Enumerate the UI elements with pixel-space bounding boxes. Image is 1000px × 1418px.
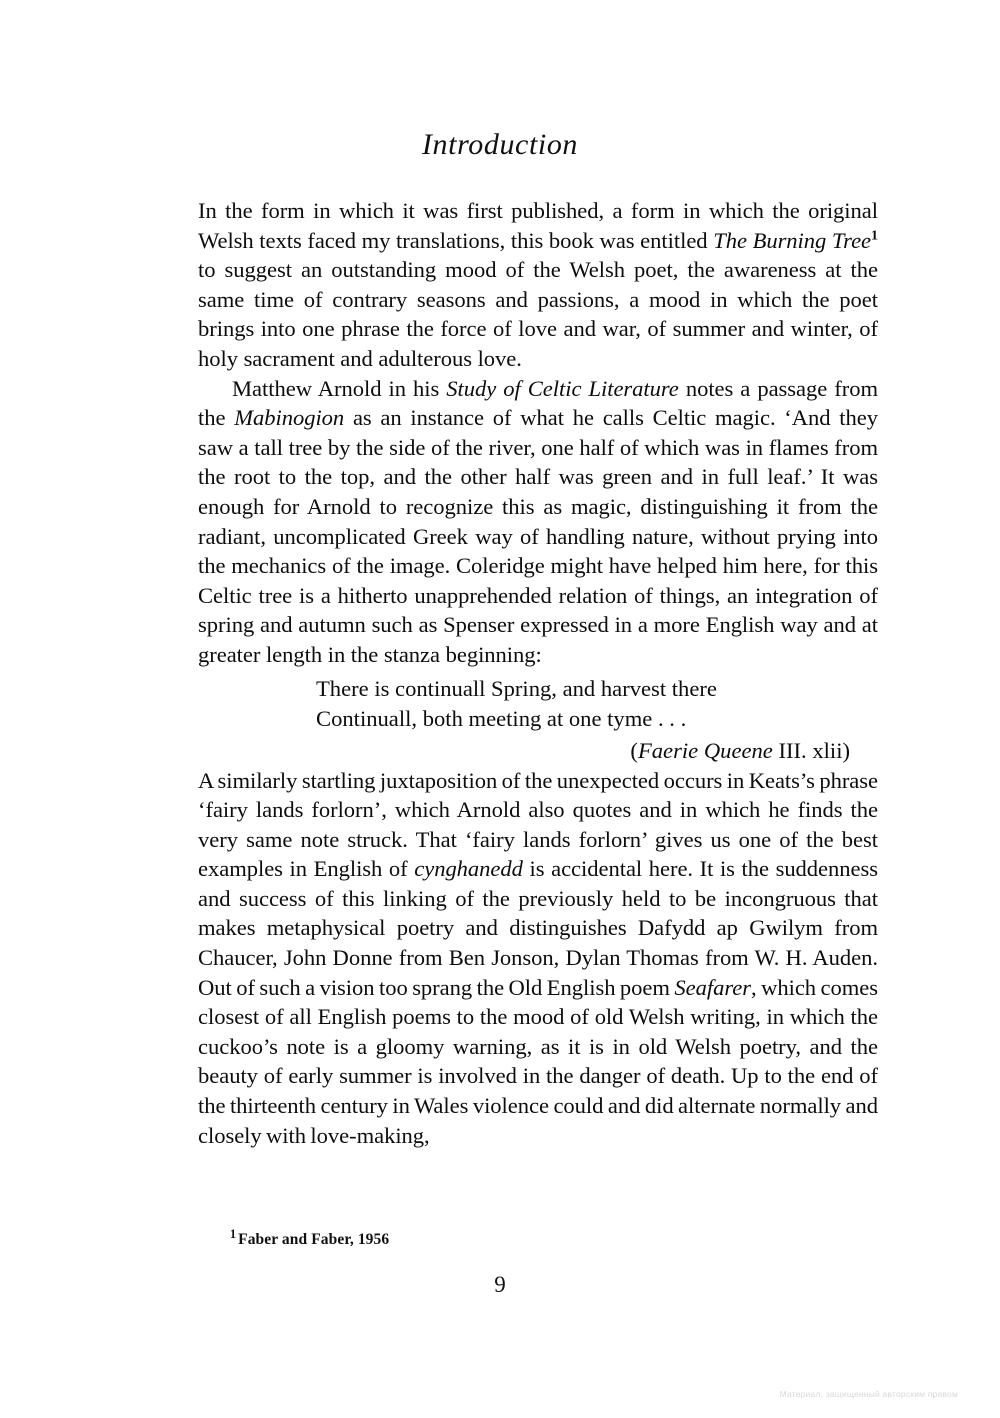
- footnote-reference: 1: [871, 228, 878, 244]
- footnote-marker: 1: [230, 1226, 237, 1241]
- footnote-text: Faber and Faber, 1956: [238, 1231, 390, 1248]
- text-run: In the form in which it was first published, a form in which the original Welsh texts faced my translations, this book was entitled: [198, 198, 878, 253]
- italic-run: Seafarer: [674, 974, 751, 1000]
- text-run: as an instance of what he calls Celtic magic. ‘And they saw a tall tree by the side of the river, one half of which was in flames from the root to the top, and the other half was green and in full leaf.’ It was enough for Arnold to recognize this as magic, distinguishing it from the radiant, uncomplicated Greek way of handling nature, without prying into the mechanics of the image. Coleridge might have helped him here, for this Celtic tree is a hitherto unapprehended relation of things, an integration of spring and autumn such as Spenser expressed in a more English way and at greater length in the stanza beginning:: [198, 405, 878, 667]
- verse-quotation: [198, 674, 878, 734]
- verse-line: There is continuall Spring, and harvest there: [316, 675, 717, 701]
- italic-run: Mabinogion: [234, 405, 345, 431]
- verse-line: Continuall, both meeting at one tyme . . .: [316, 705, 687, 731]
- attribution-reference: III. xlii): [772, 737, 850, 763]
- body-text-block: [198, 196, 878, 1150]
- text-run: notes a passage from the: [198, 375, 878, 431]
- page-number: 9: [494, 1272, 506, 1297]
- attribution-work-title: Faerie Queene: [637, 737, 773, 763]
- text-run: Matthew Arnold in his: [232, 375, 447, 401]
- paragraph-1: [198, 196, 878, 374]
- paragraph-3: [198, 766, 878, 1151]
- italic-run: The Burning Tree: [713, 227, 872, 253]
- scan-watermark: Материал, защищенный авторским правом: [779, 1389, 958, 1399]
- text-run: to suggest an outstanding mood of the Welsh poet, the awareness at the same time of contrary seasons and passions, a mood in which the poet brings into one phrase the force of love and war, of summer and winter, of holy sacrament and adulterous love.: [198, 257, 878, 371]
- page-title: Introduction: [421, 128, 579, 161]
- text-run: is accidental here. It is the suddenness and success of this linking of the previously held to be incongruous that makes metaphysical poetry and distinguishes Dafydd ap Gwilym from Chaucer, John Donne from Ben Jonson, Dylan Thomas from W. H. Auden. Out of such a vision too sprang the Old English poem: [198, 856, 878, 1000]
- text-run: A similarly startling juxtaposition of the unexpected occurs in Keats’s phrase ‘fairy lands forlorn’, which Arnold also quotes and in which he finds the very same note struck. That ‘fairy lands forlorn’ gives us one of the best examples in English of: [198, 767, 878, 882]
- paragraph-2: [198, 374, 878, 670]
- footnote: [230, 1226, 390, 1249]
- attribution-open-paren: (: [630, 737, 638, 763]
- italic-run: Study of Celtic Literature: [446, 375, 679, 401]
- italic-run: cynghanedd: [414, 856, 523, 882]
- quotation-attribution: [198, 736, 878, 766]
- text-run: , which comes closest of all English poems to the mood of old Welsh writing, in which the cuckoo’s note is a gloomy warning, as it is in old Welsh poetry, and the beauty of early summer is involved in the danger of death. Up to the end of the thirteenth century in Wales violence could and did alternate normally and closely with love-making,: [198, 974, 878, 1148]
